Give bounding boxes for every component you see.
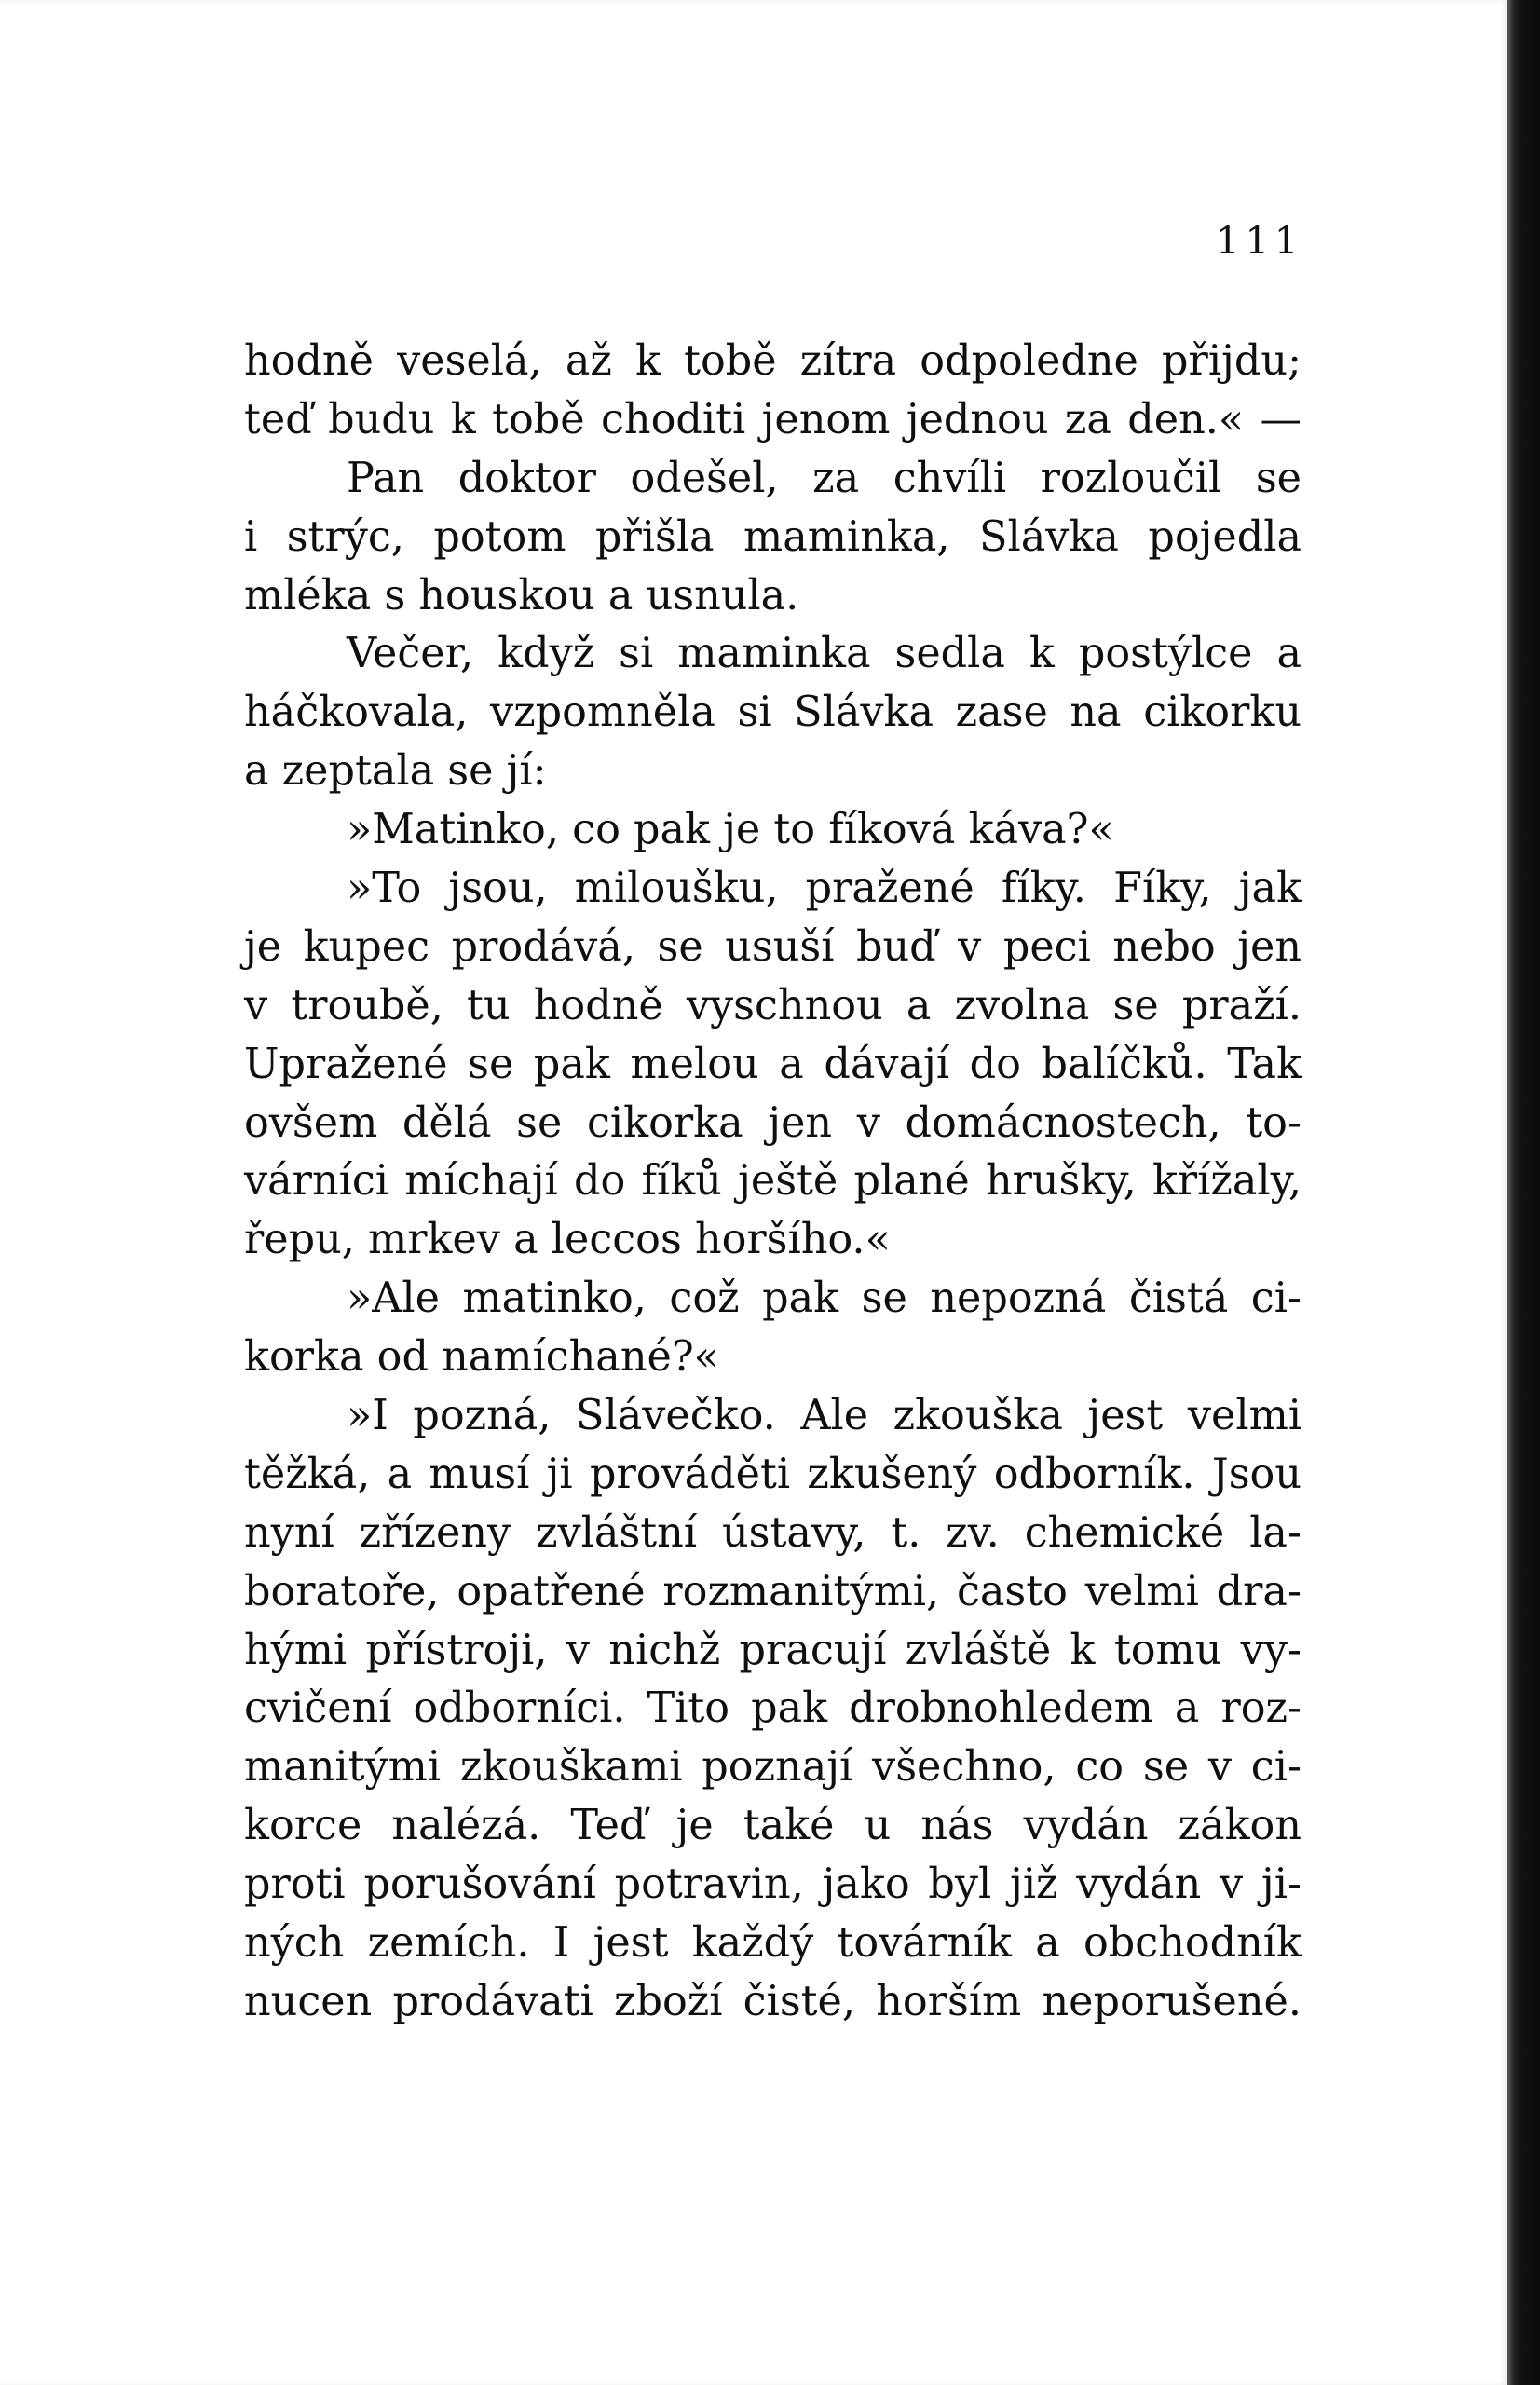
- text-line: ovšem dělá se cikorka jen v domácnostech, to-: [244, 1098, 1302, 1147]
- text-line: korka od namíchané?«: [244, 1333, 719, 1382]
- text-line: hými přístroji, v nichž pracují zvláště k tomu vy-: [244, 1626, 1302, 1674]
- text-line: v troubě, tu hodně vyschnou a zvolna se praží.: [244, 981, 1302, 1029]
- text-line: »To jsou, miloušku, pražené fíky. Fíky, jak: [347, 865, 1302, 913]
- text-line: háčkovala, vzpomněla si Slávka zase na cikorku: [244, 688, 1302, 737]
- text-line: mléka s houskou a usnula.: [244, 571, 799, 620]
- scan-edge: [1507, 0, 1540, 2385]
- body-text: [244, 333, 1302, 2032]
- text-line: Večer, když si maminka sedla k postýlce a: [347, 630, 1302, 678]
- text-line: ných zemích. I jest každý továrník a obchodník: [244, 1919, 1302, 1968]
- page-number: 111: [1216, 220, 1304, 263]
- text-line: manitými zkouškami poznají všechno, co se v ci-: [244, 1743, 1302, 1792]
- text-line: boratoře, opatřené rozmanitými, často velmi dra-: [244, 1567, 1302, 1615]
- text-line: hodně veselá, až k tobě zítra odpoledne přijdu;: [244, 337, 1302, 385]
- text-line: »I pozná, Slávečko. Ale zkouška jest velmi: [347, 1392, 1302, 1440]
- text-line: je kupec prodává, se usuší buď v peci nebo jen: [244, 922, 1302, 971]
- text-line: »Matinko, co pak je to fíková káva?«: [347, 806, 1114, 854]
- text-line: nucen prodávati zboží čisté, horším neporušené.: [244, 1977, 1302, 2025]
- text-line: i strýc, potom přišla maminka, Slávka pojedla: [244, 512, 1302, 561]
- text-line: a zeptala se jí:: [244, 747, 547, 796]
- text-line: nyní zřízeny zvláštní ústavy, t. zv. chemické la-: [244, 1508, 1302, 1557]
- text-line: Upražené se pak melou a dávají do balíčků. Tak: [244, 1040, 1302, 1088]
- text-line: řepu, mrkev a leccos horšího.«: [244, 1216, 891, 1264]
- text-line: Pan doktor odešel, za chvíli rozloučil se: [347, 454, 1302, 502]
- text-line: cvičení odborníci. Tito pak drobnohledem a roz-: [244, 1684, 1302, 1733]
- text-line: várníci míchají do fíků ještě plané hrušky, křížaly,: [244, 1157, 1302, 1206]
- text-line: teď budu k tobě choditi jenom jednou za den.« —: [244, 395, 1302, 443]
- text-line: proti porušování potravin, jako byl již vydán v ji-: [244, 1860, 1302, 1909]
- text-line: korce nalézá. Teď je také u nás vydán zákon: [244, 1802, 1302, 1850]
- text-line: »Ale matinko, což pak se nepozná čistá ci-: [347, 1274, 1302, 1323]
- text-line: těžká, a musí ji prováděti zkušený odborník. Jsou: [244, 1450, 1302, 1498]
